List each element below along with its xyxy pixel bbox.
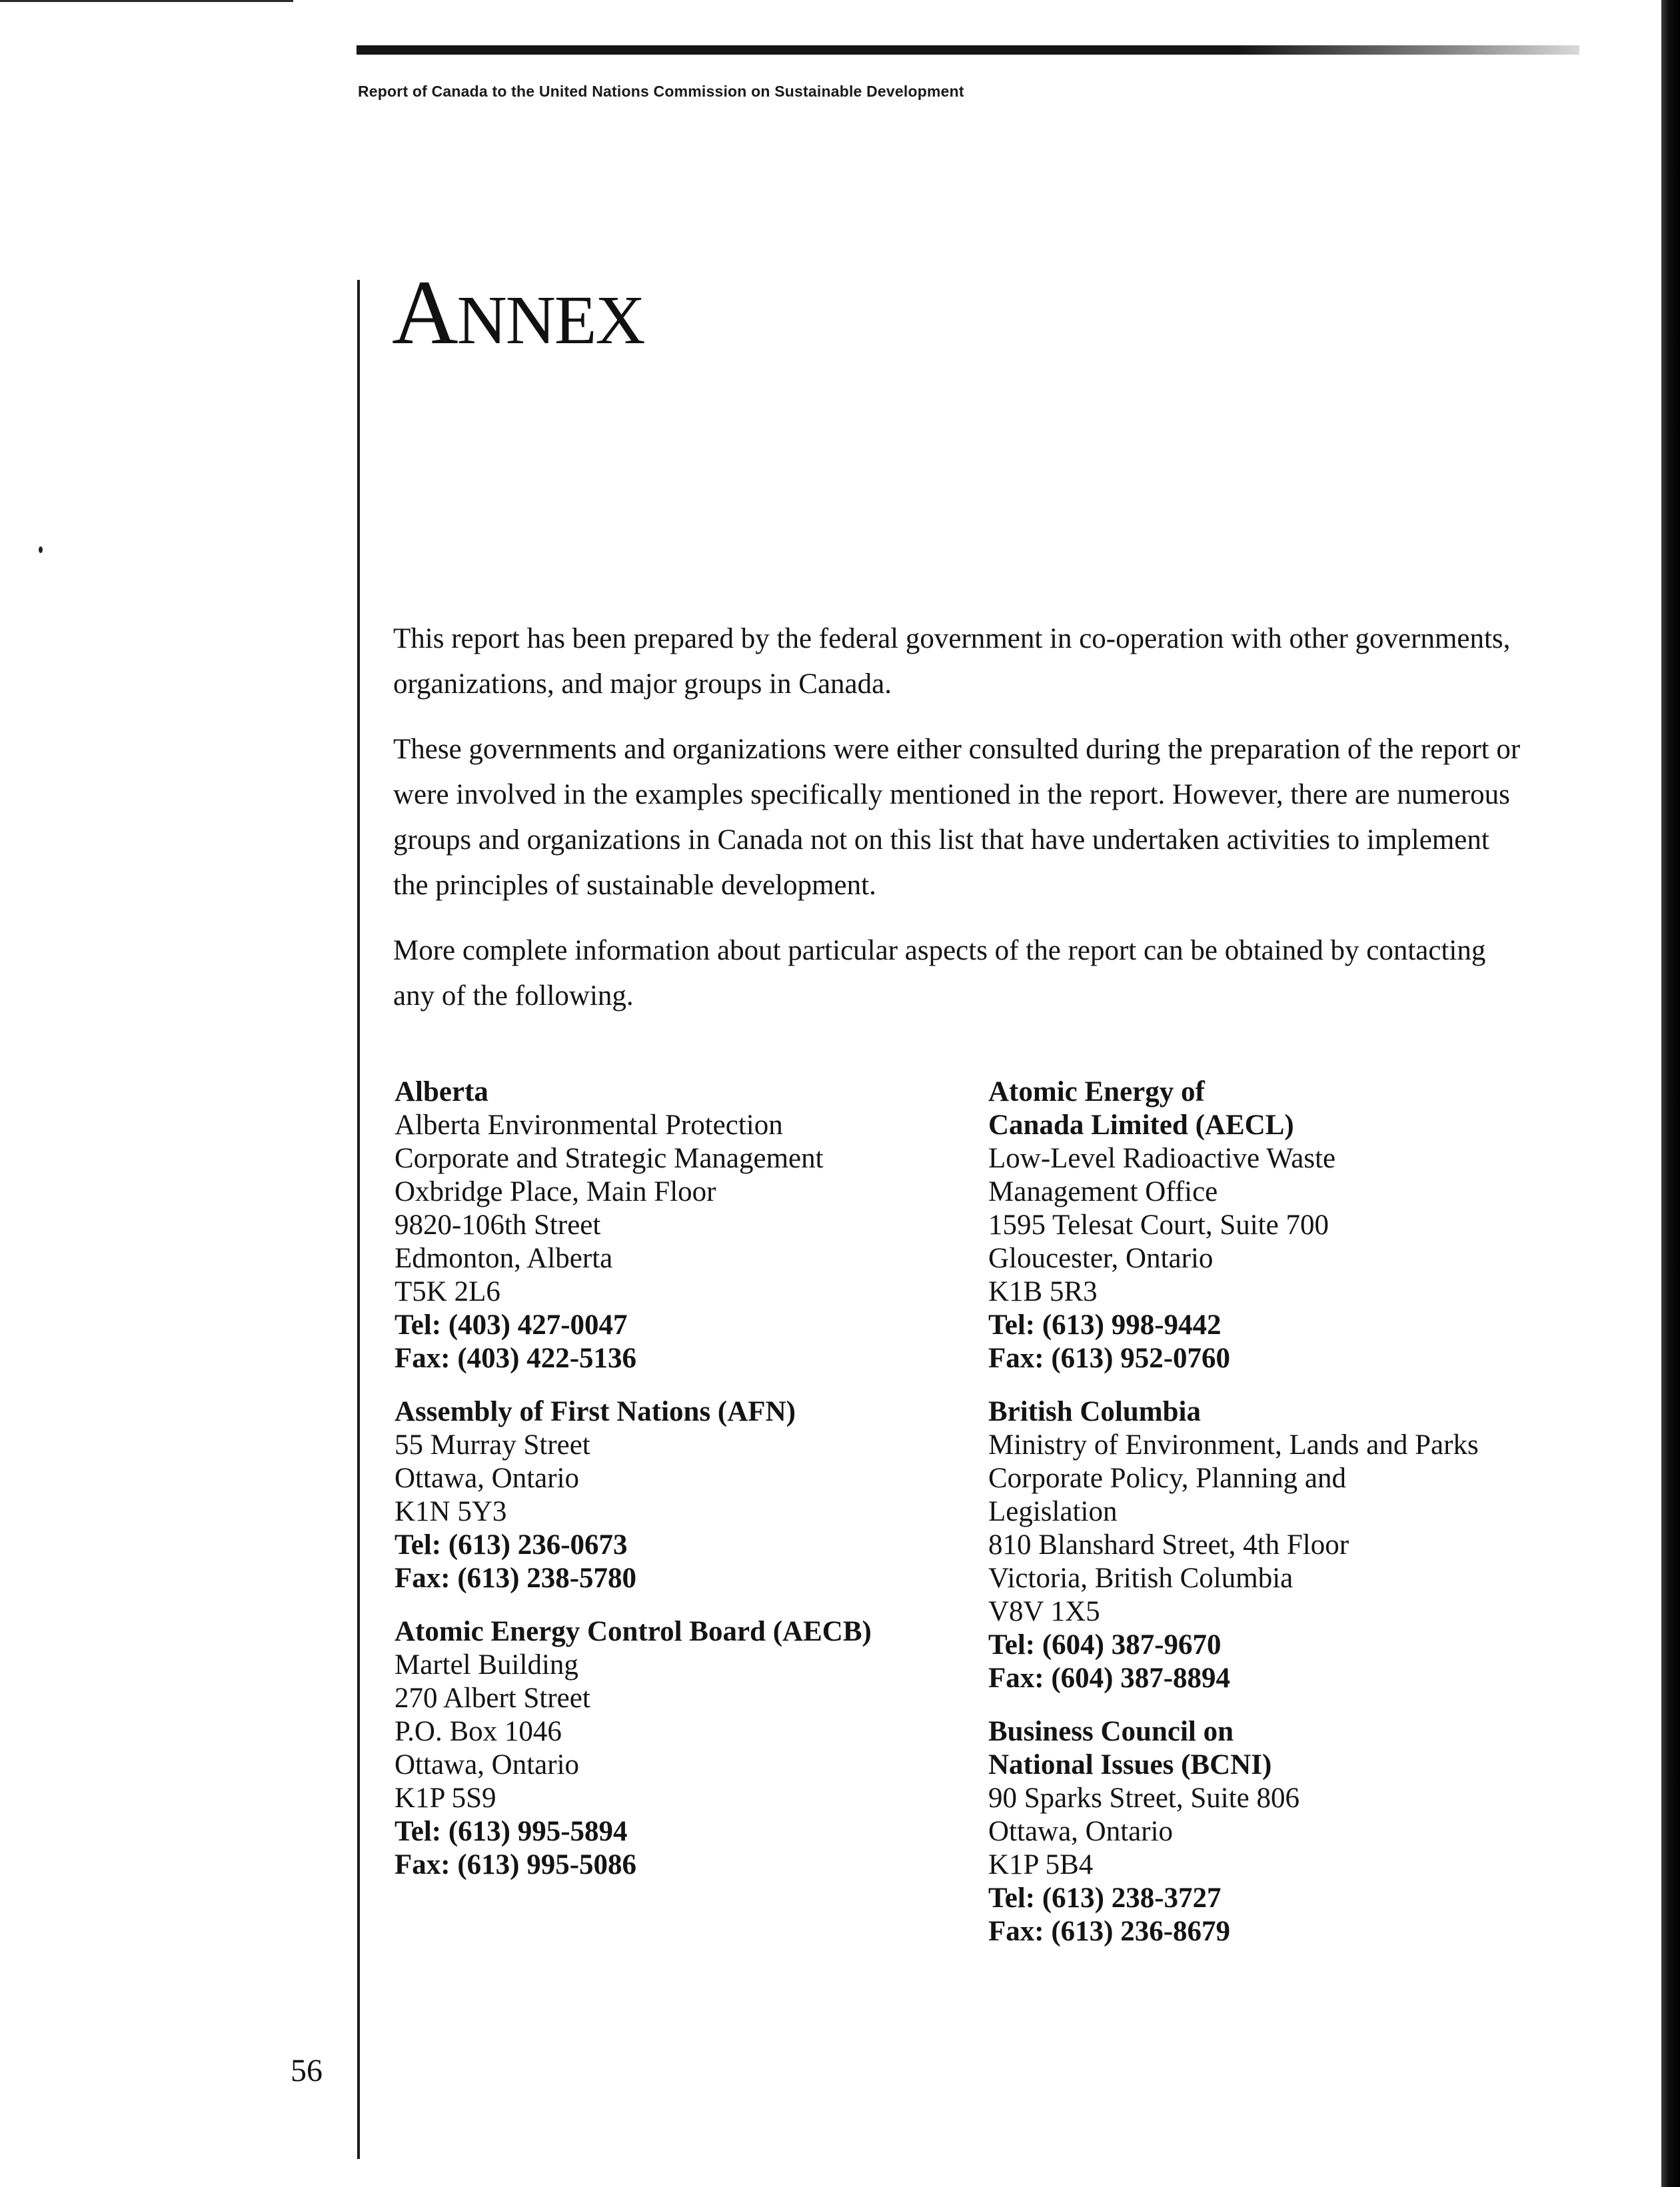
title-first-letter: A [392, 261, 457, 363]
contact-fax: Fax: (613) 952-0760 [988, 1343, 1231, 1374]
contact-address-line: K1N 5Y3 [395, 1496, 507, 1527]
title-rest: NNEX [456, 282, 644, 359]
contact-address-line: 810 Blanshard Street, 4th Floor [988, 1529, 1349, 1561]
contact-address-line: Victoria, British Columbia [988, 1563, 1293, 1594]
contact-address-line: 1595 Telesat Court, Suite 700 [988, 1209, 1329, 1241]
contact-address-line: Legislation [988, 1496, 1118, 1527]
contact-address-line: Management Office [988, 1176, 1218, 1207]
contact-tel: Tel: (403) 427-0047 [395, 1309, 628, 1341]
contact-fax: Fax: (604) 387-8894 [988, 1663, 1231, 1694]
contact-address-line: Oxbridge Place, Main Floor [395, 1176, 716, 1207]
contact-address-line: Corporate and Strategic Management [395, 1143, 824, 1174]
contact-fax: Fax: (613) 995-5086 [395, 1849, 637, 1880]
contact-address-line: Ottawa, Ontario [988, 1816, 1174, 1847]
margin-rule [357, 280, 360, 2159]
contacts-left-column [395, 1076, 941, 1902]
intro-paragraph: More complete information about particular aspects of the report can be obtained by contacting any of the following. [393, 935, 1486, 1012]
contact-tel: Tel: (613) 238-3727 [988, 1882, 1222, 1914]
contact-name: British Columbia [988, 1396, 1201, 1427]
contact-address-line: T5K 2L6 [395, 1276, 500, 1307]
contact-tel: Tel: (613) 236-0673 [395, 1529, 628, 1561]
contact-address-line: Martel Building [395, 1649, 578, 1681]
contact-fax: Fax: (403) 422-5136 [395, 1343, 637, 1374]
contact-address-line: 270 Albert Street [395, 1683, 590, 1714]
contact-address-line: 55 Murray Street [395, 1429, 590, 1461]
contact-address-line: Gloucester, Ontario [988, 1243, 1214, 1274]
contact-address-line: Corporate Policy, Planning and [988, 1463, 1347, 1494]
page-title [392, 261, 644, 363]
scan-speck [39, 546, 43, 553]
contact-address-line: V8V 1X5 [988, 1596, 1100, 1627]
contact-address-line: Ministry of Environment, Lands and Parks [988, 1429, 1479, 1461]
contact-entry [988, 1715, 1575, 1948]
contact-name: National Issues (BCNI) [988, 1749, 1272, 1781]
contact-address-line: K1P 5S9 [395, 1783, 496, 1814]
contact-fax: Fax: (613) 236-8679 [988, 1916, 1231, 1947]
contact-name: Business Council on [988, 1716, 1234, 1747]
contact-entry [988, 1076, 1575, 1375]
corner-rule [0, 0, 293, 2]
contact-tel: Tel: (613) 998-9442 [988, 1309, 1222, 1341]
contact-address-line: Alberta Environmental Protection [395, 1109, 783, 1141]
contact-address-line: K1P 5B4 [988, 1849, 1094, 1880]
contact-address-line: Edmonton, Alberta [395, 1243, 613, 1274]
contact-name: Assembly of First Nations (AFN) [395, 1396, 796, 1427]
contact-fax: Fax: (613) 238-5780 [395, 1563, 637, 1594]
intro-paragraph: This report has been prepared by the federal government in co-operation with other governments, organizations, and major groups in Canada. [393, 623, 1511, 700]
scan-edge [1661, 0, 1680, 2187]
contact-address-line: Ottawa, Ontario [395, 1463, 580, 1494]
contact-name: Atomic Energy of [988, 1076, 1205, 1107]
contact-entry [395, 1395, 941, 1595]
contact-address-line: 9820-106th Street [395, 1209, 601, 1241]
contact-tel: Tel: (613) 995-5894 [395, 1816, 628, 1847]
contact-address-line: 90 Sparks Street, Suite 806 [988, 1783, 1299, 1814]
contact-entry [395, 1076, 941, 1375]
intro-text [393, 616, 1526, 1039]
contact-name: Canada Limited (AECL) [988, 1109, 1294, 1141]
contact-address-line: Low-Level Radioactive Waste [988, 1143, 1336, 1174]
contact-address-line: Ottawa, Ontario [395, 1749, 580, 1781]
contact-address-line: K1B 5R3 [988, 1276, 1098, 1307]
running-header: Report of Canada to the United Nations Commission on Sustainable Development [358, 83, 964, 100]
contact-name: Alberta [395, 1076, 488, 1107]
contact-address-line: P.O. Box 1046 [395, 1716, 562, 1747]
intro-paragraph: These governments and organizations were either consulted during the preparation of the report or were involved in the examples specifically mentioned in the report. However, there are numerous groups and organizations in Canada not on this list that have undertaken activities to implement the principles of sustainable development. [393, 734, 1521, 901]
contacts-right-column [988, 1076, 1575, 1968]
contact-name: Atomic Energy Control Board (AECB) [395, 1616, 872, 1647]
contact-tel: Tel: (604) 387-9670 [988, 1629, 1222, 1661]
contact-entry [395, 1615, 941, 1882]
header-rule [357, 45, 1579, 55]
contact-entry [988, 1395, 1575, 1695]
page-number: 56 [291, 2053, 323, 2088]
